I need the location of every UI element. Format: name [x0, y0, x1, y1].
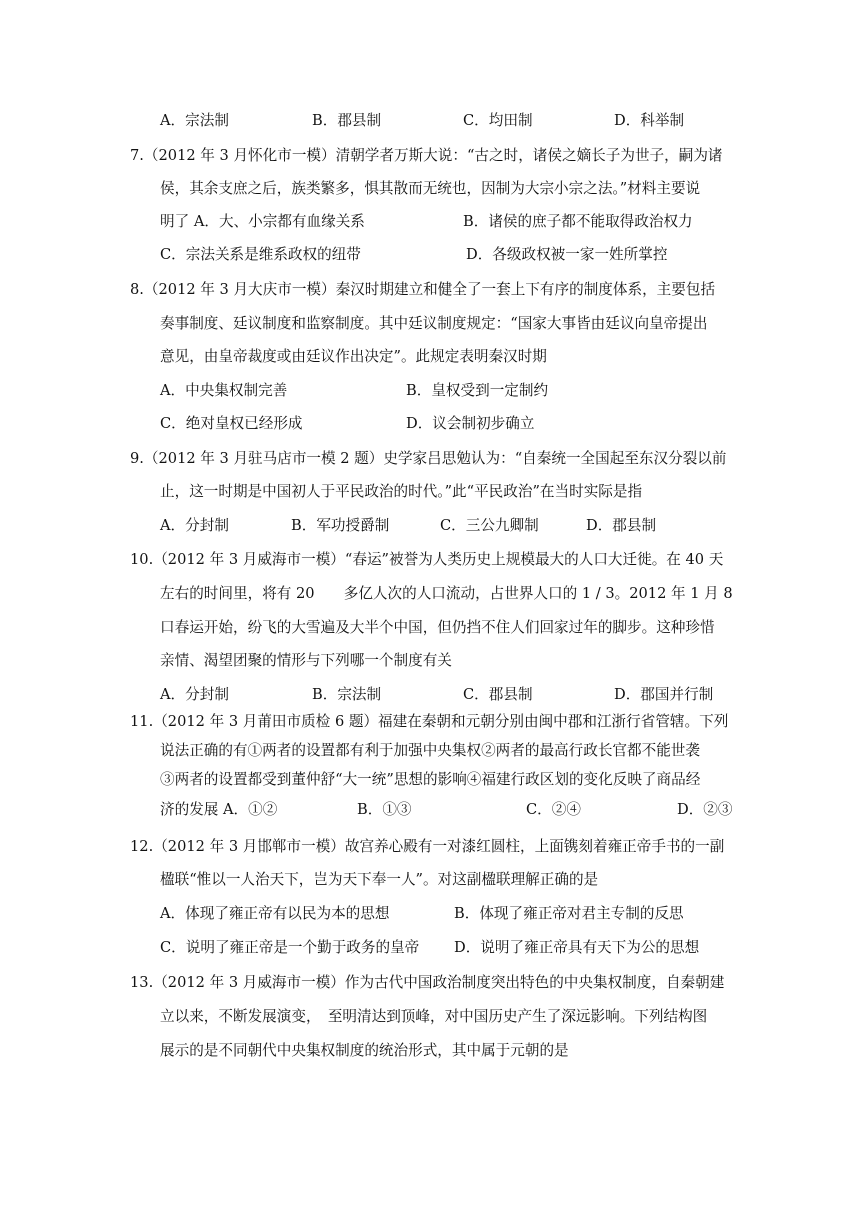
q8-option-a: A．中央集权制完善 — [160, 382, 288, 399]
q12-stem-line-2: 楹联“惟以一人治天下，岂为天下奉一人”。对这副楹联理解正确的是 — [160, 871, 599, 888]
q9-option-d: D．郡县制 — [586, 517, 657, 534]
q8-option-d: D．议会制初步确立 — [406, 415, 535, 432]
q7-option-d: D．各级政权被一家一姓所掌控 — [466, 246, 668, 263]
q12-option-a: A．体现了雍正帝有以民为本的思想 — [160, 905, 390, 922]
q12-option-d: D．说明了雍正帝具有天下为公的思想 — [454, 939, 700, 956]
q6-option-c: C．均田制 — [463, 112, 533, 129]
q7-stem-line-1: 7.（2012 年 3 月怀化市一模）清朝学者万斯大说：“古之时，诸侯之嫡长子为世子，嗣为诸 — [130, 147, 723, 164]
q11-option-c: C．②④ — [526, 801, 581, 818]
q13-stem-line-1: 13.（2012 年 3 月威海市一模）作为古代中国政治制度突出特色的中央集权制度，自秦朝建 — [130, 974, 725, 991]
q8-stem-line-2: 奏事制度、廷议制度和监察制度。其中廷议制度规定：“国家大事皆由廷议向皇帝提出 — [160, 315, 708, 332]
q13-stem-line-3: 展示的是不同朝代中央集权制度的统治形式，其中属于元朝的是 — [160, 1042, 569, 1059]
q8-option-b: B．皇权受到一定制约 — [406, 382, 549, 399]
q11-stem-line-3: ③两者的设置都受到董仲舒“大一统”思想的影响④福建行政区划的变化反映了商品经 — [160, 771, 701, 788]
q7-option-c: C．宗法关系是维系政权的纽带 — [160, 246, 361, 263]
q12-option-b: B．体现了雍正帝对君主专制的反思 — [454, 905, 684, 922]
q8-stem-line-3: 意见，由皇帝裁度或由廷议作出决定”。此规定表明秦汉时期 — [160, 348, 547, 365]
q11-option-d: D．②③ — [677, 801, 733, 818]
q10-option-a: A．分封制 — [160, 686, 229, 703]
q10-stem-line-3: 口春运开始，纷飞的大雪遍及大半个中国，但仍挡不住人们回家过年的脚步。这种珍惜 — [160, 619, 715, 636]
q10-option-b: B．宗法制 — [312, 686, 382, 703]
q10-option-c: C．郡县制 — [463, 686, 533, 703]
q9-option-c: C．三公九卿制 — [440, 517, 539, 534]
q9-stem-line-1: 9.（2012 年 3 月驻马店市一模 2 题）史学家吕思勉认为：“自秦统一全国起至东汉分裂以前 — [130, 450, 727, 467]
q8-stem-line-1: 8.（2012 年 3 月大庆市一模）秦汉时期建立和健全了一套上下有序的制度体系，主要包括 — [130, 281, 716, 298]
q11-stem-line-1: 11.（2012 年 3 月莆田市质检 6 题）福建在秦朝和元朝分别由闽中郡和江浙行省管辖。下列 — [130, 713, 729, 730]
q11-option-b: B．①③ — [357, 801, 412, 818]
q6-option-d: D．科举制 — [614, 112, 685, 129]
q11-stem-line-4: 济的发展 A．①② — [160, 801, 278, 818]
q11-stem-line-2: 说法正确的有①两者的设置都有利于加强中央集权②两者的最高行政长官都不能世袭 — [160, 742, 700, 759]
q7-stem-line-2: 侯，其余支庶之后，族类繁多，惧其散而无统也，因制为大宗小宗之法。”材料主要说 — [160, 180, 701, 197]
q9-stem-line-2: 止，这一时期是中国初人于平民政治的时代。”此“平民政治”在当时实际是指 — [160, 483, 643, 500]
q10-stem-line-1: 10.（2012 年 3 月威海市一模）“春运”被誉为人类历史上规模最大的人口大迁徙。在 40 天 — [130, 551, 724, 568]
q8-option-c: C．绝对皇权已经形成 — [160, 415, 303, 432]
q9-option-b: B．军功授爵制 — [291, 517, 390, 534]
q12-option-c: C．说明了雍正帝是一个勤于政务的皇帝 — [160, 939, 420, 956]
q10-stem-line-4: 亲情、渴望团聚的情形与下列哪一个制度有关 — [160, 652, 452, 669]
q13-stem-line-2: 立以来，不断发展演变， 至明清达到顶峰，对中国历史产生了深远影响。下列结构图 — [160, 1008, 708, 1025]
q6-option-b: B．郡县制 — [312, 112, 382, 129]
q7-option-b: B．诸侯的庶子都不能取得政治权力 — [463, 213, 693, 230]
q6-option-a: A．宗法制 — [160, 112, 229, 129]
q10-stem-line-2: 左右的时间里，将有 20 多亿人次的人口流动，占世界人口的 1 / 3。2012 年 1 月 8 — [160, 585, 733, 602]
q7-stem-line-3: 明了 A．大、小宗都有血缘关系 — [160, 213, 365, 230]
q9-option-a: A．分封制 — [160, 517, 229, 534]
q12-stem-line-1: 12.（2012 年 3 月邯郸市一模）故宫养心殿有一对漆红圆柱，上面镌刻着雍正帝手书的一副 — [130, 838, 725, 855]
q10-option-d: D．郡国并行制 — [614, 686, 714, 703]
